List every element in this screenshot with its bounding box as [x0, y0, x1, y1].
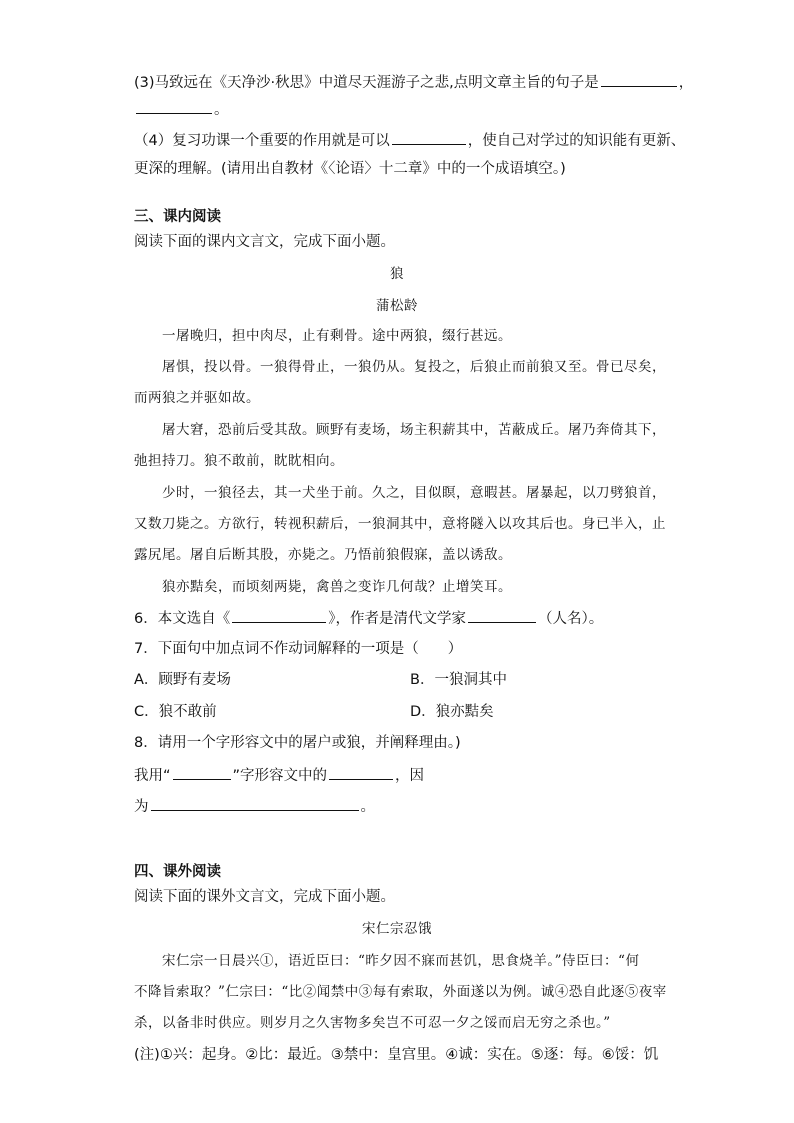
question-4-line-2: 更深的理解。(请用出自教材《〈论语〉十二章》中的一个成语填空。): [134, 161, 566, 177]
passage-title: 狼: [390, 266, 404, 282]
passage-paragraph-2-line-2: 而两狼之并驱如故。: [134, 390, 260, 406]
section-4-heading: 四、课外阅读: [134, 864, 221, 880]
question-7-option-b[interactable]: B．一狼洞其中: [410, 672, 507, 688]
question-6: 6．本文选自《 》，作者是清代文学家 （人名）。: [134, 608, 603, 629]
extra-passage-title: 宋仁宗忍饿: [362, 921, 432, 937]
passage-paragraph-3-line-1: 屠大窘，恐前后受其敌。顾野有麦场，场主积薪其中，苫蔽成丘。屠乃奔倚其下，: [162, 422, 666, 438]
question-3-line-2: 。: [134, 99, 229, 120]
passage-paragraph-4-line-2: 又数刀毙之。方欲行，转视积薪后，一狼洞其中，意将隧入以攻其后也。身已半入，止: [134, 516, 666, 532]
question-8-answer-line-2: 为 。: [134, 796, 375, 817]
question-4-line-1: （4）复习功课一个重要的作用就是可以 ，使自己对学过的知识能有更新、: [134, 130, 685, 151]
answer-blank-q6-book[interactable]: [232, 608, 326, 623]
question-8-answer-line-1: 我用“ ”字形容文中的 ，因: [134, 765, 424, 786]
answer-blank-q8-subject[interactable]: [329, 765, 393, 780]
question-7-option-d[interactable]: D．狼亦黠矣: [410, 704, 494, 720]
section-3-heading: 三、课内阅读: [134, 209, 221, 225]
answer-blank-q8-word[interactable]: [173, 765, 231, 780]
passage-paragraph-3-line-2: 弛担持刀。狼不敢前，眈眈相向。: [134, 453, 344, 469]
question-3-line-1: (3)马致远在《天净沙·秋思》中道尽天涯游子之悲,点明文章主旨的句子是 ，: [134, 72, 693, 93]
passage-author: 蒲松龄: [376, 298, 418, 314]
passage-paragraph-2-line-1: 屠惧，投以骨。一狼得骨止，一狼仍从。复投之，后狼止而前狼又至。骨已尽矣，: [162, 359, 666, 375]
passage-paragraph-1: 一屠晚归，担中肉尽，止有剩骨。途中两狼，缀行甚远。: [162, 328, 512, 344]
answer-blank-q8-reason[interactable]: [151, 796, 359, 811]
question-7-option-a[interactable]: A．顾野有麦场: [134, 672, 231, 688]
answer-blank-q6-author[interactable]: [468, 608, 536, 623]
passage-paragraph-4-line-1: 少时，一狼径去，其一犬坐于前。久之，目似瞑，意暇甚。屠暴起，以刀劈狼首，: [162, 485, 666, 501]
extra-passage-line-2: 不降旨索取？”仁宗曰：“比②闻禁中③每有索取，外面遂以为例。诚④恐自此逐⑤夜宰: [134, 984, 667, 1000]
answer-blank-q3-2[interactable]: [136, 99, 212, 114]
answer-blank-q4[interactable]: [392, 130, 466, 145]
section-3-instruction: 阅读下面的课内文言文，完成下面小题。: [134, 234, 395, 250]
extra-passage-line-3: 杀，以备非时供应。则岁月之久害物多矣岂不可忍一夕之馁而启无穷之杀也。”: [134, 1015, 611, 1031]
answer-blank-q3-1[interactable]: [601, 72, 677, 87]
section-4-instruction: 阅读下面的课外文言文，完成下面小题。: [134, 889, 395, 905]
passage-paragraph-5: 狼亦黠矣，而顷刻两毙，禽兽之变诈几何哉？止增笑耳。: [162, 579, 512, 595]
question-8: 8．请用一个字形容文中的屠户或狼，并阐释理由。): [134, 735, 461, 751]
extra-passage-line-1: 宋仁宗一日晨兴①，语近臣曰：“昨夕因不寐而甚饥，思食烧羊。”侍臣曰：“何: [162, 953, 640, 969]
question-7: 7．下面句中加点词不作动词解释的一项是（ ）: [134, 641, 463, 657]
passage-paragraph-4-line-3: 露尻尾。屠自后断其股，亦毙之。乃悟前狼假寐，盖以诱敌。: [134, 547, 512, 563]
footnotes: (注)①兴：起身。②比：最近。③禁中：皇宫里。④诚：实在。⑤逐：每。⑥馁：饥: [134, 1047, 659, 1063]
question-7-option-c[interactable]: C．狼不敢前: [134, 704, 217, 720]
